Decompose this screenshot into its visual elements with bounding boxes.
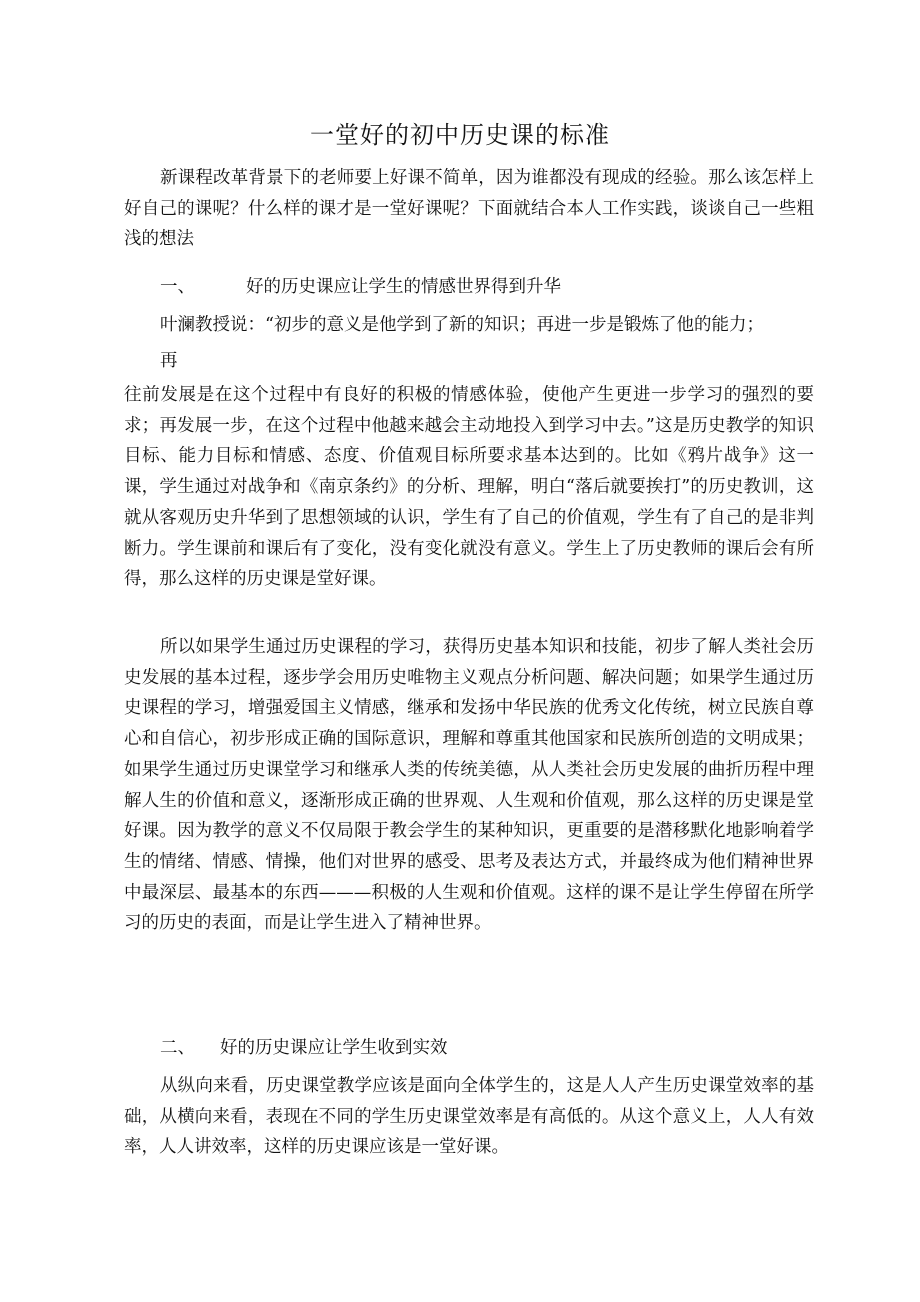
section-2-heading: 好的历史课应让学生收到实效 [220,1038,448,1058]
section-1-paragraph-1: 往前发展是在这个过程中有良好的积极的情感体验，使他产生更进一步学习的强烈的要求；再发展一步，在这个过程中他越来越会主动地投入到学习中去。”这是历史教学的知识目标、能力目标和情感、态度、价值观目标所要求基本达到的。比如《鸦片战争》这一课，学生通过对战争和《南京条约》的分析、理解，明白“落后就要挨打”的历史教训，这就从客观历史升华到了思想领域的认识，学生有了自己的价值观，学生有了自己的是非判断力。学生课前和课后有了变化，没有变化就没有意义。学生上了历史教师的课后会有所得，那么这样的历史课是堂好课。 [124,385,814,590]
section-1-paragraph-2: 所以如果学生通过历史课程的学习，获得历史基本知识和技能，初步了解人类社会历史发展的基本过程，逐步学会用历史唯物主义观点分析问题、解决问题；如果学生通过历史课程的学习，增强爱国主义情感，继承和发扬中华民族的优秀文化传统，树立民族自尊心和自信心，初步形成正确的国际意识，理解和尊重其他国家和民族所创造的文明成果；如果学生通过历史课堂学习和继承人类的传统美德，从人类社会历史发展的曲折历程中理解人生的价值和意义，逐渐形成正确的世界观、人生观和价值观，那么这样的历史课是堂好课。因为教学的意义不仅局限于教会学生的某种知识，更重要的是潜移默化地影响着学生的情绪、情感、情操，他们对世界的感受、思考及表达方式，并最终成为他们精神世界中最深层、最基本的东西———积极的人生观和价值观。这样的课不是让学生停留在所学习的历史的表面，而是让学生进入了精神世界。 [124,637,814,934]
section-1-number: 一、 [160,277,195,297]
section-2-number: 二、 [160,1038,195,1058]
quote-line-1: 叶澜教授说：“初步的意义是他学到了新的知识；再进一步是锻炼了他的能力； [160,315,764,335]
section-2-paragraph-1: 从纵向来看，历史课堂教学应该是面向全体学生的，这是人人产生历史课堂效率的基础，从横向来看，表现在不同的学生历史课堂效率是有高低的。从这个意义上，人人有效率，人人讲效率，这样的历史课应该是一堂好课。 [124,1076,814,1158]
section-1-heading: 好的历史课应让学生的情感世界得到升华 [246,277,561,297]
document-title: 一堂好的初中历史课的标准 [310,121,610,149]
quote-line-2: 再 [160,351,178,371]
intro-paragraph: 新课程改革背景下的老师要上好课不简单，因为谁都没有现成的经验。那么该怎样上好自己的课呢？什么样的课才是一堂好课呢？下面就结合本人工作实践，谈谈自己一些粗浅的想法 [124,168,814,250]
